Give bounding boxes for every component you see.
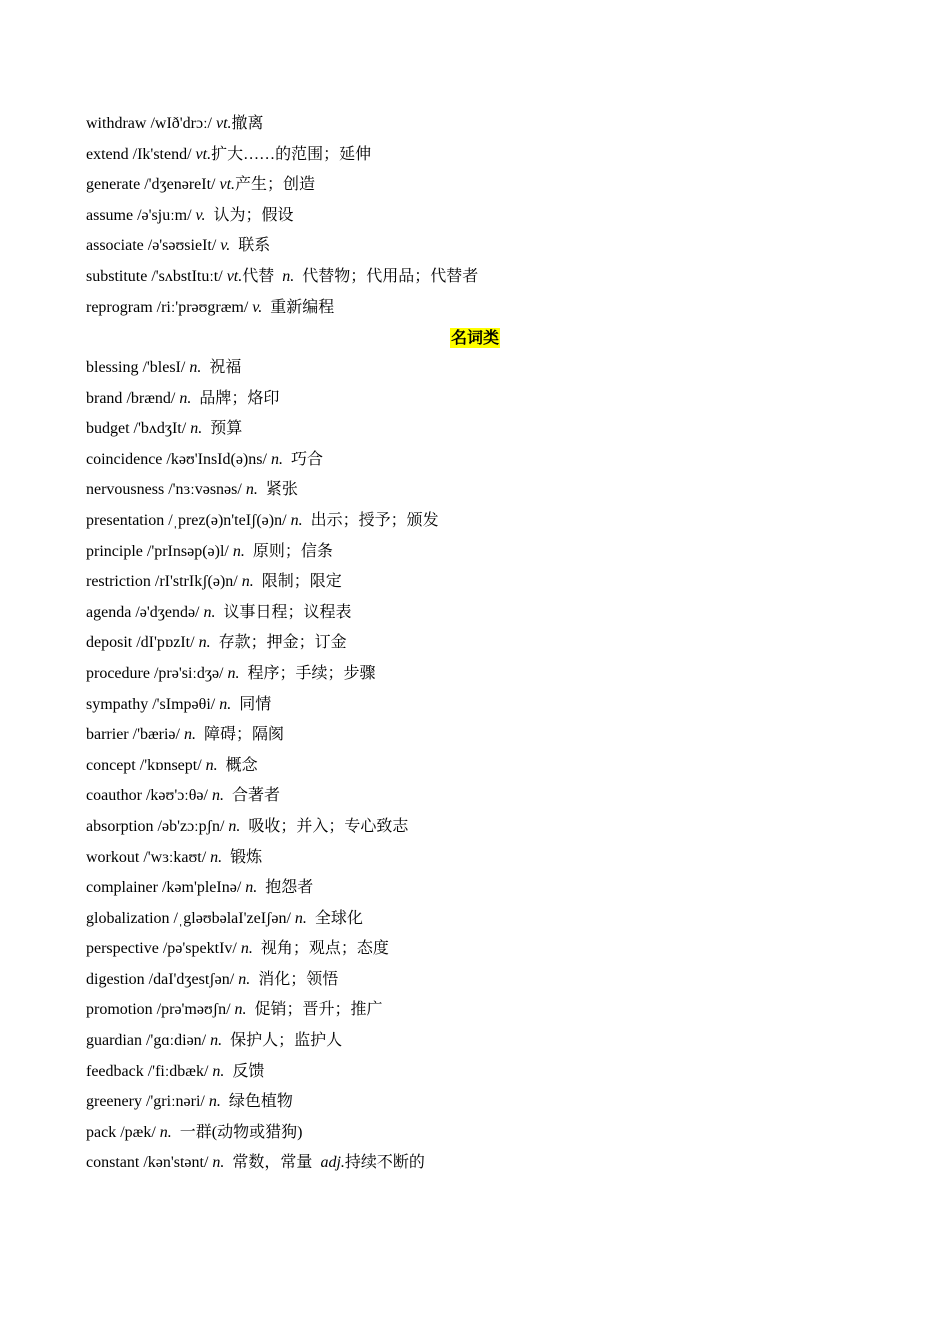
entry-word: pack xyxy=(86,1123,117,1141)
vocab-entry xyxy=(86,477,886,508)
entry-definition: 代替物；代用品；代替者 xyxy=(302,267,479,285)
entry-definition: 消化；领悟 xyxy=(258,970,339,988)
entry-word: digestion xyxy=(86,970,145,988)
entry-pronunciation: /'sImpəθi/ xyxy=(152,695,216,713)
entry-word: restriction xyxy=(86,573,151,591)
entry-definition: 程序；手续；步骤 xyxy=(247,664,376,682)
entry-part-of-speech: adj. xyxy=(320,1154,345,1172)
entry-part-of-speech: n. xyxy=(245,879,258,897)
entry-part-of-speech: vt. xyxy=(219,176,236,194)
entry-part-of-speech: n. xyxy=(159,1123,172,1141)
entry-word: feedback xyxy=(86,1062,144,1080)
entry-pronunciation: /'bʌdʒIt/ xyxy=(133,420,187,438)
entry-word: agenda xyxy=(86,603,132,621)
entry-definition: 反馈 xyxy=(232,1062,265,1080)
entry-definition: 吸收；并入；专心致志 xyxy=(248,817,409,835)
entry-pronunciation: /kən'stənt/ xyxy=(143,1154,209,1172)
entry-word: absorption xyxy=(86,817,154,835)
entry-word: withdraw xyxy=(86,115,147,132)
vocab-entry xyxy=(86,783,886,814)
entry-pronunciation: /'fiːdbæk/ xyxy=(147,1062,209,1080)
entry-pronunciation: /'nɜːvəsnəs/ xyxy=(168,481,242,499)
entry-part-of-speech: n. xyxy=(282,267,295,285)
entry-pronunciation: /'prInsəp(ə)l/ xyxy=(146,542,229,560)
entry-part-of-speech: n. xyxy=(290,511,303,529)
entry-pronunciation: /wIð'drɔː/ xyxy=(150,115,212,132)
vocab-entry xyxy=(86,1150,886,1181)
vocab-entry xyxy=(86,722,886,753)
entry-word: barrier xyxy=(86,726,129,744)
entry-part-of-speech: n. xyxy=(219,695,232,713)
entry-word: brand xyxy=(86,389,123,407)
noun-list xyxy=(86,355,886,1181)
entry-part-of-speech: n. xyxy=(179,389,192,407)
entry-pronunciation: /prə'məʊʃn/ xyxy=(156,1001,231,1019)
entry-word: deposit xyxy=(86,634,133,652)
entry-word: nervousness xyxy=(86,481,165,499)
vocab-entry xyxy=(86,936,886,967)
entry-definition: 认为；假设 xyxy=(213,206,294,224)
entry-pronunciation: /rI'strIkʃ(ə)n/ xyxy=(154,573,238,591)
entry-word: coincidence xyxy=(86,450,163,468)
entry-part-of-speech: n. xyxy=(189,359,202,376)
entry-definition: 议事日程；议程表 xyxy=(223,603,352,621)
entry-pronunciation: /ə'sjuːm/ xyxy=(137,206,192,224)
entry-definition: 重新编程 xyxy=(270,298,335,316)
entry-word: globalization xyxy=(86,909,170,927)
vocab-entry xyxy=(86,539,886,570)
entry-part-of-speech: n. xyxy=(270,450,283,468)
entry-part-of-speech: n. xyxy=(190,420,203,438)
entry-part-of-speech: n. xyxy=(294,909,307,927)
entry-pronunciation: /riː'prəʊgræm/ xyxy=(156,298,249,316)
vocab-entry xyxy=(86,814,886,845)
entry-word: reprogram xyxy=(86,298,153,316)
vocab-entry xyxy=(86,569,886,600)
entry-definition: 扩大……的范围；延伸 xyxy=(211,145,372,163)
vocab-entry xyxy=(86,264,886,295)
entry-definition: 存款；押金；订金 xyxy=(218,634,347,652)
entry-part-of-speech: n. xyxy=(228,817,241,835)
vocab-entry xyxy=(86,967,886,998)
entry-word: concept xyxy=(86,756,136,774)
vocab-entry xyxy=(86,508,886,539)
entry-pronunciation: /dI'pɒzIt/ xyxy=(136,634,195,652)
entry-pronunciation: /'blesI/ xyxy=(142,359,186,376)
entry-definition: 视角；观点；态度 xyxy=(260,940,389,958)
entry-definition: 原则；信条 xyxy=(252,542,333,560)
entry-definition: 祝福 xyxy=(209,359,242,376)
entry-word: assume xyxy=(86,206,134,224)
vocab-entry xyxy=(86,111,886,142)
entry-pronunciation: /daI'dʒestʃən/ xyxy=(148,970,235,988)
entry-definition: 概念 xyxy=(225,756,258,774)
entry-pronunciation: /əb'zɔːpʃn/ xyxy=(157,817,225,835)
entry-part-of-speech: n. xyxy=(211,787,224,805)
entry-definition: 全球化 xyxy=(314,909,363,927)
entry-definition: 障碍；隔阂 xyxy=(203,726,284,744)
entry-pronunciation: /'dʒenəreIt/ xyxy=(144,176,216,194)
entry-part-of-speech: n. xyxy=(232,542,245,560)
entry-word: promotion xyxy=(86,1001,153,1019)
entry-part-of-speech: n. xyxy=(234,1001,247,1019)
entry-word: presentation xyxy=(86,511,165,529)
entry-part-of-speech: n. xyxy=(227,664,240,682)
entry-part-of-speech: v. xyxy=(252,298,263,316)
entry-part-of-speech: n. xyxy=(203,603,216,621)
entry-pronunciation: /ə'səʊsieIt/ xyxy=(147,237,217,255)
entry-definition: 限制；限定 xyxy=(261,573,342,591)
vocab-entry xyxy=(86,692,886,723)
entry-definition: 紧张 xyxy=(265,481,298,499)
entry-part-of-speech: vt. xyxy=(195,145,212,163)
vocab-entry xyxy=(86,630,886,661)
entry-definition: 锻炼 xyxy=(230,848,263,866)
vocab-entry xyxy=(86,875,886,906)
entry-definition: 常数，常量 xyxy=(232,1154,313,1172)
entry-word: substitute xyxy=(86,267,148,285)
entry-part-of-speech: n. xyxy=(212,1154,225,1172)
entry-pronunciation: /'bæriə/ xyxy=(132,726,180,744)
entry-pronunciation: /prə'siːdʒə/ xyxy=(153,664,224,682)
entry-definition: 品牌；烙印 xyxy=(199,389,280,407)
entry-part-of-speech: n. xyxy=(240,940,253,958)
vocab-entry xyxy=(86,386,886,417)
entry-part-of-speech: n. xyxy=(210,1032,223,1050)
entry-pronunciation: /pə'spektIv/ xyxy=(162,940,237,958)
entry-definition: 撤离 xyxy=(231,115,264,132)
entry-part-of-speech: n. xyxy=(238,970,251,988)
entry-definition: 抱怨者 xyxy=(265,879,314,897)
vocab-entry xyxy=(86,1089,886,1120)
entry-part-of-speech: v. xyxy=(220,237,231,255)
entry-word: complainer xyxy=(86,879,158,897)
entry-definition: 巧合 xyxy=(290,450,323,468)
entry-pronunciation: /kəm'pleInə/ xyxy=(161,879,242,897)
entry-word: sympathy xyxy=(86,695,149,713)
entry-pronunciation: /ə'dʒendə/ xyxy=(135,603,200,621)
entry-part-of-speech: n. xyxy=(205,756,218,774)
vocab-entry xyxy=(86,295,886,326)
vocab-entry xyxy=(86,906,886,937)
entry-pronunciation: /pæk/ xyxy=(120,1123,156,1141)
vocab-entry xyxy=(86,661,886,692)
entry-definition: 代替 xyxy=(242,267,275,285)
vocab-entry xyxy=(86,142,886,173)
entry-part-of-speech: n. xyxy=(241,573,254,591)
entry-definition: 促销；晋升；推广 xyxy=(254,1001,383,1019)
vocab-entry xyxy=(86,355,886,386)
entry-definition: 预算 xyxy=(210,420,243,438)
vocab-entry xyxy=(86,1120,886,1151)
entry-part-of-speech: n. xyxy=(198,634,211,652)
entry-part-of-speech: vt. xyxy=(215,115,232,132)
vocab-entry xyxy=(86,447,886,478)
entry-word: guardian xyxy=(86,1032,142,1050)
entry-part-of-speech: n. xyxy=(245,481,258,499)
entry-part-of-speech: n. xyxy=(208,1093,221,1111)
entry-pronunciation: /kəʊ'InsId(ə)ns/ xyxy=(166,450,267,468)
vocab-entry xyxy=(86,600,886,631)
vocab-entry xyxy=(86,753,886,784)
entry-pronunciation: /brænd/ xyxy=(126,389,176,407)
entry-word: principle xyxy=(86,542,143,560)
entry-part-of-speech: n. xyxy=(212,1062,225,1080)
entry-part-of-speech: vt. xyxy=(226,267,243,285)
entry-word: extend xyxy=(86,145,129,163)
entry-word: constant xyxy=(86,1154,140,1172)
entry-pronunciation: /'sʌbstItuːt/ xyxy=(151,267,223,285)
verb-list xyxy=(86,111,886,325)
entry-definition: 绿色植物 xyxy=(228,1093,293,1111)
entry-word: generate xyxy=(86,176,141,194)
entry-word: associate xyxy=(86,237,144,255)
vocab-entry xyxy=(86,845,886,876)
entry-part-of-speech: n. xyxy=(183,726,196,744)
entry-word: blessing xyxy=(86,359,139,376)
entry-pronunciation: /ˌgləʊbəlaI'zeIʃən/ xyxy=(173,909,291,927)
entry-pronunciation: /Ik'stend/ xyxy=(132,145,192,163)
entry-definition: 持续不断的 xyxy=(344,1154,425,1172)
vocab-entry xyxy=(86,416,886,447)
entry-word: greenery xyxy=(86,1093,142,1111)
entry-definition: 产生；创造 xyxy=(235,176,316,194)
vocab-entry xyxy=(86,172,886,203)
vocab-entry xyxy=(86,1028,886,1059)
vocab-entry xyxy=(86,997,886,1028)
entry-part-of-speech: n. xyxy=(210,848,223,866)
entry-pronunciation: /'wɜːkaʊt/ xyxy=(143,848,207,866)
entry-pronunciation: /kəʊ'ɔːθə/ xyxy=(145,787,208,805)
entry-definition: 同情 xyxy=(239,695,272,713)
vocab-entry xyxy=(86,1059,886,1090)
entry-definition: 保护人；监护人 xyxy=(230,1032,343,1050)
entry-word: perspective xyxy=(86,940,159,958)
entry-definition: 合著者 xyxy=(231,787,280,805)
entry-word: budget xyxy=(86,420,130,438)
vocab-entry xyxy=(86,203,886,234)
section-heading-nouns: 名词类 xyxy=(451,328,500,347)
vocab-entry xyxy=(86,233,886,264)
entry-word: workout xyxy=(86,848,140,866)
entry-word: procedure xyxy=(86,664,150,682)
entry-word: coauthor xyxy=(86,787,142,805)
entry-part-of-speech: v. xyxy=(195,206,206,224)
entry-pronunciation: /'gɑːdiən/ xyxy=(145,1032,207,1050)
entry-pronunciation: /ˌprez(ə)n'teIʃ(ə)n/ xyxy=(168,511,287,529)
entry-definition: 联系 xyxy=(238,237,271,255)
entry-definition: 一群(动物或猎狗) xyxy=(179,1123,303,1141)
entry-definition: 出示；授予；颁发 xyxy=(310,511,439,529)
entry-pronunciation: /'griːnəri/ xyxy=(145,1093,205,1111)
entry-pronunciation: /'kɒnsept/ xyxy=(139,756,202,774)
